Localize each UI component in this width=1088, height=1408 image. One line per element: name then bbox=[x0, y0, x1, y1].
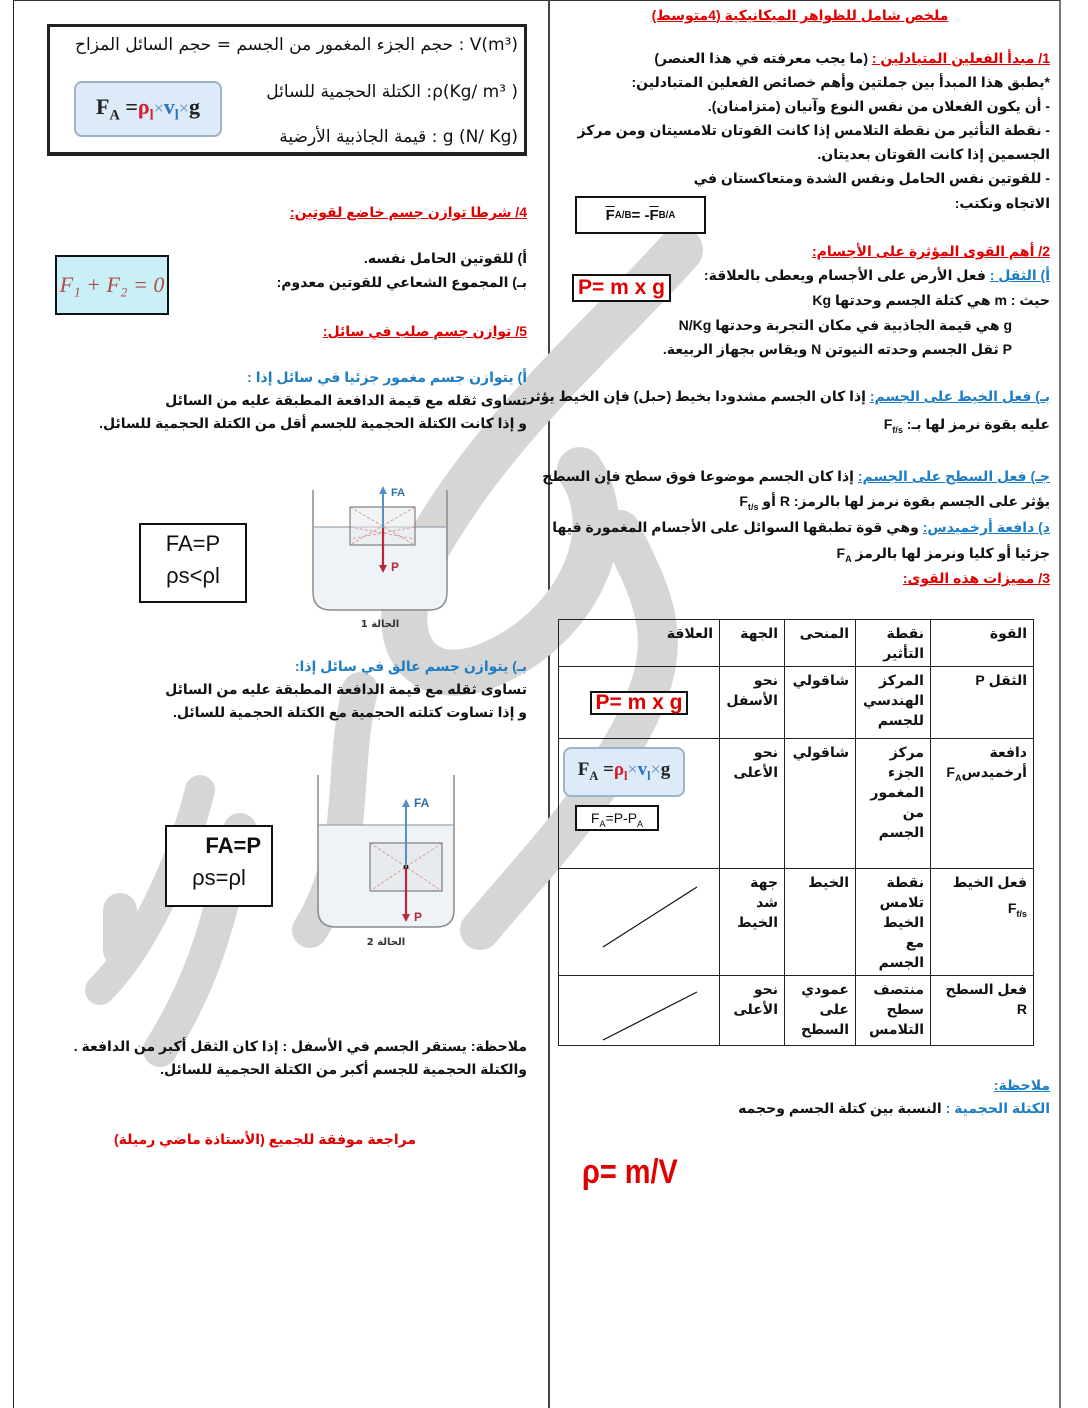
table-cell-point: المركز الهندسي للجسم bbox=[856, 667, 931, 739]
weight-line: حيث : m هي كتلة الجسم وحدتها Kg bbox=[812, 292, 1050, 308]
weight-formula-box bbox=[572, 274, 671, 302]
buoyancy-arrowhead bbox=[402, 799, 410, 807]
table-cell-relation bbox=[559, 739, 720, 869]
case2-equation-box bbox=[165, 825, 273, 907]
formula-vector-right: $\overline{F}$ bbox=[649, 206, 659, 224]
note-right-heading: ملاحظة: bbox=[993, 1077, 1050, 1093]
variable-gravity: g (N/ Kg) : قيمة الجاذبية الأرضية bbox=[279, 127, 518, 147]
symbol-sub: f/s bbox=[892, 424, 903, 435]
weight-definition bbox=[704, 266, 1050, 285]
section1-heading: 1/ مبدأ الفعلين المتبادلين : bbox=[871, 50, 1050, 66]
variable-density: ρ(Kg/ m³ ): الكتلة الحجمية للسائل bbox=[266, 82, 518, 102]
density-term: الكتلة الحجمية : bbox=[945, 1100, 1050, 1116]
table-cell-relation bbox=[559, 667, 720, 739]
string-action-text: إذا كان الجسم مشدودا بخيط (حبل) فإن الخيط يؤثر bbox=[526, 388, 870, 404]
table-row bbox=[559, 976, 1034, 1046]
table-header-row bbox=[559, 620, 1034, 667]
section3-heading: 3/ مميزات هذه القوى: bbox=[902, 570, 1050, 586]
formula-equals: = - bbox=[631, 206, 650, 224]
archimedes-formula-box bbox=[74, 81, 222, 137]
table-header: العلاقة bbox=[559, 620, 720, 667]
string-action-text2: عليه بقوة نرمز لها بـ: bbox=[902, 416, 1050, 432]
reciprocal-action-formula bbox=[575, 196, 706, 234]
fa-label: FA bbox=[414, 796, 430, 810]
density-definition bbox=[738, 1099, 1050, 1118]
table-row bbox=[559, 739, 1034, 869]
archimedes-label: د) دافعة أرخميدس: bbox=[922, 519, 1050, 535]
symbol: F bbox=[1007, 900, 1017, 916]
section1-line: - للقوتين نفس الحامل ونفس الشدة ومتعاكستان في bbox=[693, 170, 1050, 186]
weight-line: P ثقل الجسم وحدته النيوتن N ويقاس بجهاز الربيعة. bbox=[662, 341, 1012, 357]
symbol-sub: f/s bbox=[1016, 908, 1027, 919]
case2-eq1: FA=P bbox=[205, 833, 261, 858]
archimedes-text2: جزئيا أو كليا ونرمز لها بالرمز bbox=[851, 545, 1050, 561]
symbol-sub: t/s bbox=[747, 501, 759, 512]
variable-volume: V(m³) : حجم الجزء المغمور من الجسم = حجم السائل المزاح bbox=[75, 35, 518, 55]
string-action-line bbox=[527, 387, 1050, 406]
symbol-sub: A bbox=[954, 772, 962, 783]
archimedes-alt-formula: $F_A=P-P_A$ bbox=[575, 805, 659, 831]
table-header: المنحى bbox=[785, 620, 856, 667]
section1-line: الجسمين إذا كانت القوتان بعديتان. bbox=[817, 146, 1050, 162]
symbol-sub: A bbox=[845, 553, 852, 564]
weight-relation-formula: P= m x g bbox=[590, 691, 689, 715]
archimedes-formula-box bbox=[563, 747, 685, 797]
p-label: P bbox=[414, 910, 423, 924]
table-cell-line: شاقولي bbox=[785, 739, 856, 869]
section5b-heading: بـ) يتوازن جسم عالق في سائل إذا: bbox=[294, 658, 527, 674]
section1-line: *يطبق هذا المبدأ بين جملتين وأهم خصائص الفعلين المتبادلين: bbox=[631, 74, 1050, 90]
section2-heading: 2/ أهم القوى المؤثرة على الأجسام: bbox=[812, 243, 1050, 259]
section5b-line: و إذا تساوت كتلته الحجمية مع الكتلة الحجمية للسائل. bbox=[172, 704, 527, 720]
symbol: R bbox=[1016, 1001, 1027, 1017]
surface-action-text: إذا كان الجسم موضوعا فوق سطح فإن السطح bbox=[542, 468, 858, 484]
section1-line: - أن يكون الفعلان من نفس النوع وآنيان (متزامنان). bbox=[707, 98, 1050, 114]
section1-line: الاتجاه ونكتب: bbox=[954, 195, 1050, 211]
surface-action-label: جـ) فعل السطح على الجسم: bbox=[857, 468, 1050, 484]
section5a-line: و إذا كانت الكتلة الحجمية للجسم أقل من الكتلة الحجمية للسائل. bbox=[99, 415, 527, 431]
forces-table bbox=[558, 619, 1034, 1046]
archimedes-text: وهي قوة تطبقها السوائل على الأجسام المغمورة فيها bbox=[552, 519, 923, 535]
case1-equation-box bbox=[139, 523, 247, 603]
section5b-line: تساوى ثقله مع قيمة الدافعة المطبقة عليه من السائل bbox=[165, 681, 527, 697]
weight-formula: P= m x g bbox=[572, 274, 671, 302]
formula-sub: A/B bbox=[614, 209, 632, 221]
archimedes-formula: $F_A =\rho_l\times v_l\times g$ bbox=[577, 758, 671, 783]
case1-eq2: ρs<ρl bbox=[166, 563, 220, 588]
strike-line bbox=[585, 976, 719, 1044]
p-label: P bbox=[391, 560, 400, 574]
string-action-label: بـ) فعل الخيط على الجسم: bbox=[869, 388, 1050, 404]
strike-line bbox=[585, 869, 719, 959]
symbol: F bbox=[883, 416, 893, 432]
weight-label: أ) الثقل : bbox=[989, 267, 1050, 283]
signature: مراجعة موفقة للجميع (الأستاذة ماضي رميلة) bbox=[113, 1131, 416, 1147]
formula-sub: B/A bbox=[658, 209, 676, 221]
note-left-line: والكتلة الحجمية للجسم أكبر من الكتلة الحجمية للسائل. bbox=[160, 1061, 527, 1077]
case1-label: الحالة 1 bbox=[360, 619, 400, 630]
column-divider bbox=[548, 0, 550, 1408]
section1-line: - نقطة التأثير من نقطة التلامس إذا كانت القوتان تلامسيتان ومن مركز bbox=[577, 122, 1050, 138]
table-cell-relation-empty bbox=[559, 976, 720, 1046]
symbol: F bbox=[739, 493, 748, 509]
table-cell-force: الثقل P bbox=[931, 667, 1034, 739]
vector-sum-formula: F₁ + F₂ = 0 bbox=[55, 255, 169, 315]
table-cell-direction: نحو الأعلى bbox=[720, 739, 785, 869]
table-cell-point: نقطة تلامس الخيط مع الجسم bbox=[856, 869, 931, 976]
table-cell-point: مركز الجزء المغمور من الجسم bbox=[856, 739, 931, 869]
table-cell-force bbox=[931, 869, 1034, 976]
force-name: فعل السطح bbox=[945, 981, 1027, 997]
table-cell-direction: جهة شد الخيط bbox=[720, 869, 785, 976]
case2-label: الحالة 2 bbox=[366, 937, 406, 948]
density-formula: ρ= m/V bbox=[582, 1153, 678, 1191]
symbol: F bbox=[946, 764, 955, 780]
string-action-line2 bbox=[884, 415, 1050, 440]
table-header: نقطة التأثير bbox=[856, 620, 931, 667]
force-name: دافعة أرخميدس bbox=[961, 744, 1027, 780]
table-cell-line: شاقولي bbox=[785, 667, 856, 739]
table-row bbox=[559, 667, 1034, 739]
note-left-line: ملاحظة: يستقر الجسم في الأسفل : إذا كان الثقل أكبر من الدافعة . bbox=[73, 1038, 527, 1054]
table-cell-point: منتصف سطح التلامس bbox=[856, 976, 931, 1046]
archimedes-variables-box bbox=[47, 24, 527, 156]
section5-heading: 5/ توازن جسم صلب في سائل: bbox=[322, 323, 527, 339]
surface-action-text2: يؤثر على الجسم بقوة نرمز لها بالرمز: R أو bbox=[758, 493, 1050, 509]
weight-text: فعل الأرض على الأجسام ويعطى بالعلاقة: bbox=[703, 267, 990, 283]
table-header: الجهة bbox=[720, 620, 785, 667]
table-header: القوة bbox=[931, 620, 1034, 667]
archimedes-line2 bbox=[837, 544, 1051, 569]
density-text: النسبة بين كتلة الجسم وحجمه bbox=[738, 1100, 946, 1116]
buoyancy-arrowhead bbox=[379, 486, 387, 494]
table-cell-force bbox=[931, 739, 1034, 869]
surface-action-line bbox=[542, 467, 1050, 486]
section1-heading-note: (ما يجب معرفته في هذا العنصر) bbox=[654, 50, 868, 66]
formula-vector-left: $\overline{F}$ bbox=[605, 206, 615, 224]
section4-heading: 4/ شرطا توازن جسم خاضع لقوتين: bbox=[290, 204, 527, 220]
table-cell-line: عمودي على السطح bbox=[785, 976, 856, 1046]
section5a-heading: أ) يتوازن جسم مغمور جزئيا في سائل إذا : bbox=[247, 369, 527, 385]
surface-action-line2 bbox=[739, 492, 1050, 517]
case2-beaker-diagram bbox=[312, 775, 462, 955]
weight-line: g هي قيمة الجاذبية في مكان التجربة وحدتها N/Kg bbox=[678, 317, 1012, 333]
archimedes-line bbox=[552, 518, 1050, 537]
table-row bbox=[559, 869, 1034, 976]
table-cell-force bbox=[931, 976, 1034, 1046]
section4-line: بـ) المجموع الشعاعي للقوتين معدوم: bbox=[276, 274, 527, 290]
table-cell-line: الخيط bbox=[785, 869, 856, 976]
symbol: F bbox=[836, 545, 846, 561]
case1-beaker-diagram bbox=[305, 480, 455, 630]
section4-line: أ) للقوتين الحامل نفسه. bbox=[363, 250, 527, 266]
case2-eq2: ρs=ρl bbox=[192, 865, 246, 890]
case1-eq1: FA=P bbox=[165, 531, 221, 556]
fa-label: FA bbox=[391, 487, 406, 499]
page-title: ملخص شامل للظواهر الميكانيكية (4متوسط) bbox=[651, 7, 949, 23]
archimedes-formula: $F_A =\rho_l\times v_l\times g$ bbox=[96, 93, 200, 124]
table-cell-direction: نحو الأعلى bbox=[720, 976, 785, 1046]
table-cell-relation-empty bbox=[559, 869, 720, 976]
section5a-line: تساوى ثقله مع قيمة الدافعة المطبقة عليه من السائل bbox=[165, 392, 527, 408]
force-name: فعل الخيط bbox=[952, 874, 1027, 890]
section1-heading-line bbox=[654, 49, 1050, 68]
table-cell-direction: نحو الأسفل bbox=[720, 667, 785, 739]
